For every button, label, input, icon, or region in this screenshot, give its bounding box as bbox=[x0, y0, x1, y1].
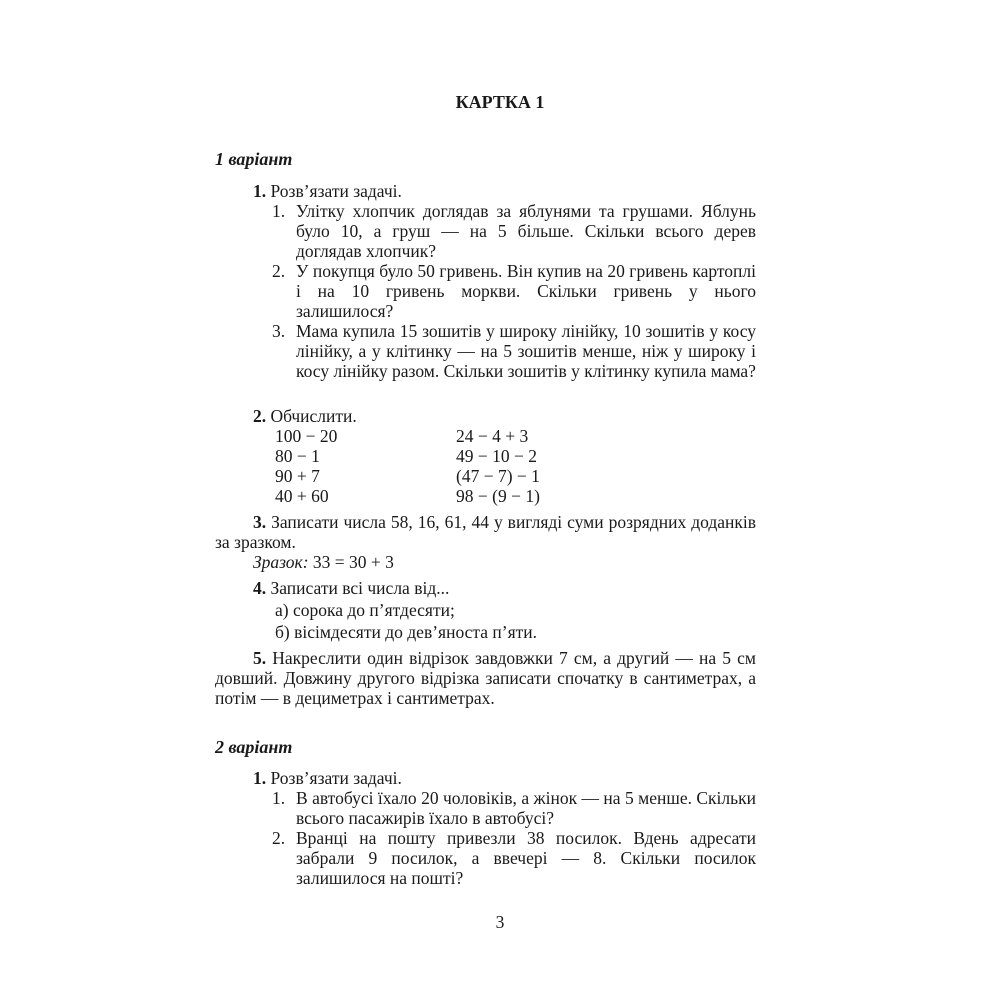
sample-label: Зразок: bbox=[253, 552, 309, 572]
task-number: 5. bbox=[253, 648, 267, 668]
page-number: 3 bbox=[495, 912, 505, 932]
v1-problem-2-number: 2. bbox=[272, 261, 286, 281]
task-number: 4. bbox=[253, 578, 267, 598]
variant-2-heading: 2 варіант bbox=[215, 737, 293, 757]
expression: 98 − (9 − 1) bbox=[456, 486, 540, 506]
v2-problem-2-text: Вранці на пошту привезли 38 посилок. Вдень адресати забрали 9 посилок, а ввечері — 8. Скільки посилок залишилося на пошті? bbox=[296, 828, 756, 888]
variant-1-heading: 1 варіант bbox=[215, 149, 293, 169]
v1-problem-2-text: У покупця було 50 гривень. Він купив на 20 гривень картоплі і на 10 гривень моркви. Скільки гривень у нього залишилося? bbox=[296, 261, 756, 321]
v1-task-1 bbox=[253, 181, 402, 201]
v1-problem-3-number: 3. bbox=[272, 321, 286, 341]
card-title: КАРТКА 1 bbox=[455, 92, 545, 112]
v1-problem-1-number: 1. bbox=[272, 201, 286, 221]
v1-task-3 bbox=[215, 512, 756, 552]
v1-task-3-sample bbox=[253, 552, 394, 572]
v1-problem-3-text: Мама купила 15 зошитів у широку лінійку, 10 зошитів у косу лінійку, а у клітинку — на 5 зошитів менше, ніж у широку і косу лінійку разом. Скільки зошитів у клітинку купила мама? bbox=[296, 321, 756, 381]
task-number: 3. bbox=[253, 512, 267, 532]
task-number: 2. bbox=[253, 406, 267, 426]
expression: 100 − 20 bbox=[275, 426, 338, 446]
task-text: Записати всі числа від... bbox=[270, 578, 450, 598]
expression: 24 − 4 + 3 bbox=[456, 426, 529, 446]
task-text: Розв’язати задачі. bbox=[270, 181, 402, 201]
option-item: б) вісімдесяти до дев’яноста п’яти. bbox=[275, 622, 538, 642]
v2-task-1 bbox=[253, 768, 402, 788]
expression: (47 − 7) − 1 bbox=[456, 466, 540, 486]
v1-task-2 bbox=[253, 406, 357, 426]
v1-task-4 bbox=[253, 578, 449, 598]
v1-problem-1-text: Улітку хлопчик доглядав за яблунями та грушами. Яблунь було 10, а груш — на 5 більше. Скільки всього дерев доглядав хлопчик? bbox=[296, 201, 756, 261]
expression: 49 − 10 − 2 bbox=[456, 446, 537, 466]
v2-problem-1-number: 1. bbox=[272, 788, 286, 808]
v1-task-5 bbox=[215, 648, 756, 708]
task-text: Записати числа 58, 16, 61, 44 у вигляді суми розрядних доданків за зразком. bbox=[215, 512, 757, 552]
expression: 40 + 60 bbox=[275, 486, 329, 506]
option-item: а) сорока до п’ятдесяти; bbox=[275, 600, 455, 620]
expression: 90 + 7 bbox=[275, 466, 320, 486]
task-text: Накреслити один відрізок завдовжки 7 см, а другий — на 5 см довший. Довжину другого відрізка записати спочатку в сантиметрах, а потім — в дециметрах і сантиметрах. bbox=[215, 648, 756, 708]
task-text: Обчислити. bbox=[270, 406, 357, 426]
task-text: Розв’язати задачі. bbox=[270, 768, 402, 788]
task-number: 1. bbox=[253, 768, 267, 788]
v2-problem-1-text: В автобусі їхало 20 чоловіків, а жінок — на 5 менше. Скільки всього пасажирів їхало в автобусі? bbox=[296, 788, 756, 828]
task-number: 1. bbox=[253, 181, 267, 201]
expression: 80 − 1 bbox=[275, 446, 320, 466]
sample-value: 33 = 30 + 3 bbox=[312, 552, 394, 572]
v2-problem-2-number: 2. bbox=[272, 828, 286, 848]
